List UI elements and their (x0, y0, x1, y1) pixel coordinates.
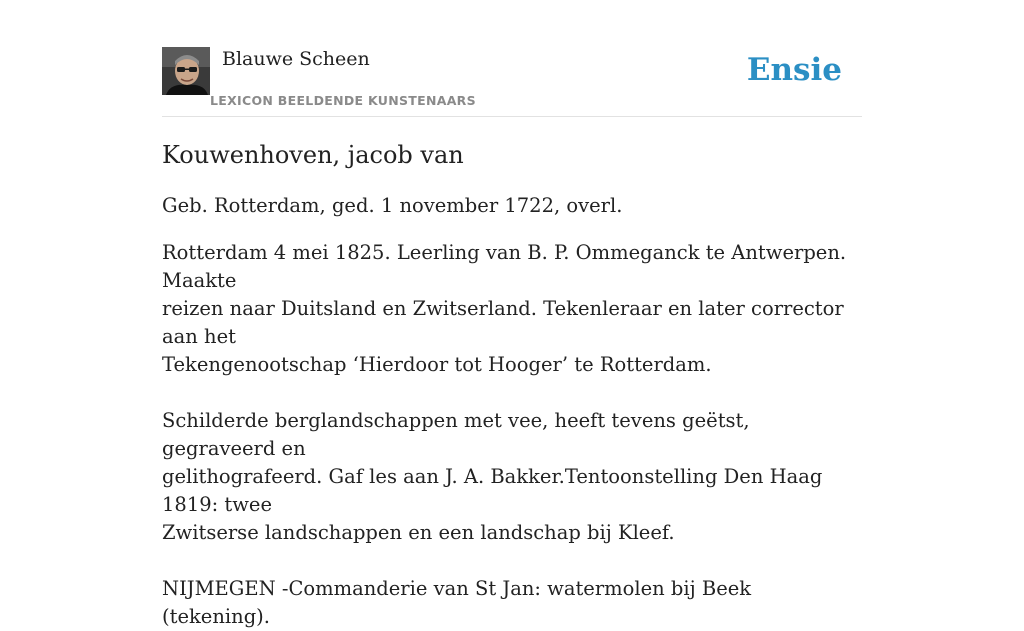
body-line: reizen naar Duitsland en Zwitserland. Tekenleraar en later corrector aan het (162, 297, 844, 348)
brand-logo[interactable]: Ensie (746, 52, 842, 88)
body-line: NIJMEGEN -Commanderie van St Jan: watermolen bij Beek (tekening). (162, 577, 752, 628)
author-avatar[interactable] (162, 47, 210, 95)
body-line: Tekengenootschap ‘Hierdoor tot Hooger’ te Rotterdam. (162, 353, 712, 376)
author-name[interactable]: Blauwe Scheen (222, 48, 370, 70)
article-title: Kouwenhoven, jacob van (162, 141, 464, 169)
body-line: Schilderde berglandschappen met vee, heeft tevens geëtst, gegraveerd en (162, 409, 750, 460)
article-body (162, 239, 862, 631)
paragraph-spacer (162, 547, 862, 575)
body-line: Rotterdam 4 mei 1825. Leerling van B. P. Ommeganck te Antwerpen. Maakte (162, 241, 847, 292)
article-intro: Geb. Rotterdam, ged. 1 november 1722, overl. (162, 194, 623, 217)
body-line: Zwitserse landschappen en een landschap bij Kleef. (162, 521, 675, 544)
avatar-photo-icon (162, 47, 210, 95)
publication-name[interactable]: LEXICON BEELDENDE KUNSTENAARS (210, 93, 476, 108)
body-line: gelithografeerd. Gaf les aan J. A. Bakker.Tentoonstelling Den Haag 1819: twee (162, 465, 823, 516)
article-header (162, 44, 862, 117)
paragraph-spacer (162, 379, 862, 407)
